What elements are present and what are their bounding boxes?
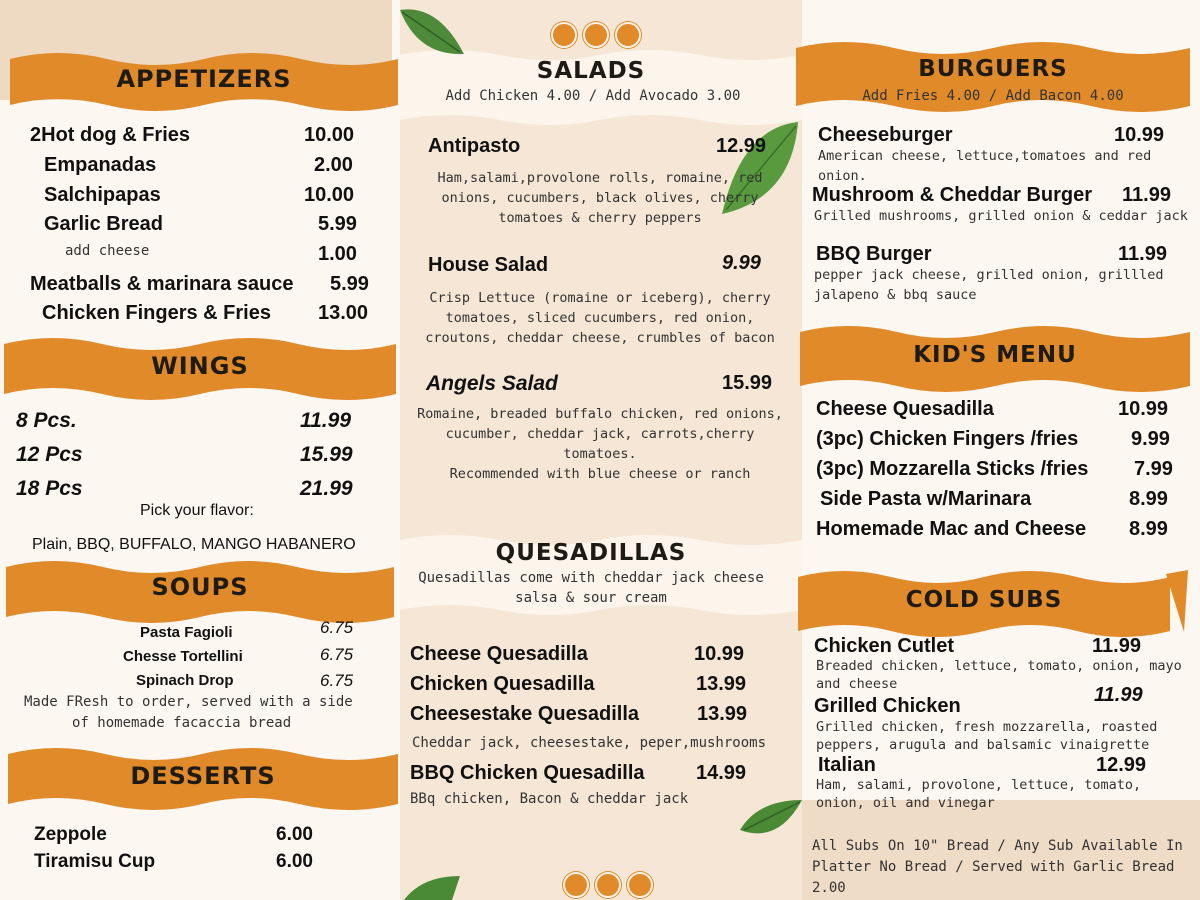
soup-price: 6.75: [320, 645, 354, 664]
kids-item-price: 10.99: [1118, 398, 1169, 420]
appetizer-name: Meatballs & marinara sauce: [30, 273, 294, 295]
wings-count: 8 Pcs.: [16, 409, 77, 432]
salad-name: Antipasto: [428, 135, 521, 157]
soup-price: 6.75: [320, 618, 354, 637]
quesadilla-name: Chicken Quesadilla: [410, 673, 595, 695]
quesadilla-price: 13.99: [697, 703, 748, 725]
flavor-label: Pick your flavor:: [140, 502, 254, 519]
wings-banner: [4, 330, 396, 400]
quesadillas-subtitle: salsa & sour cream: [515, 590, 667, 606]
soups-title: SOUPS: [151, 573, 249, 601]
salad-desc: Romaine, breaded buffalo chicken, red onions, cucumber, cheddar jack, carrots,cherry tomatoes. Recommended with blue cheese or ranch: [417, 406, 783, 482]
subs-footer-note: All Subs On 10" Bread / Any Sub Available In Platter No Bread / Served with Garlic Bread 2.00: [812, 838, 1183, 896]
appetizer-price: 5.99: [318, 213, 357, 235]
top-dots: [551, 22, 641, 48]
salads-subtitle: Add Chicken 4.00 / Add Avocado 3.00: [445, 88, 741, 104]
appetizer-price: 1.00: [318, 243, 357, 265]
burgers-title: BURGUERS: [918, 56, 1068, 82]
salad-name: House Salad: [428, 254, 549, 276]
soups-banner: [6, 555, 394, 625]
appetizer-name: Empanadas: [44, 154, 157, 176]
sub-name: Italian: [818, 754, 876, 776]
burger-price: 11.99: [1122, 184, 1171, 206]
salad-price: 9.99: [722, 252, 761, 274]
quesadilla-desc: BBq chicken, Bacon & cheddar jack: [410, 791, 689, 807]
quesadillas-subtitle: Quesadillas come with cheddar jack cheese: [418, 570, 764, 586]
quesadilla-name: Cheese Quesadilla: [410, 643, 588, 665]
wings-price: 15.99: [300, 443, 353, 466]
appetizer-addon: add cheese: [65, 243, 150, 259]
subs-title: COLD SUBS: [905, 587, 1063, 613]
burgers-subtitle: Add Fries 4.00 / Add Bacon 4.00: [862, 88, 1124, 104]
dessert-price: 6.00: [276, 851, 313, 872]
soup-price: 6.75: [320, 671, 354, 690]
wings-price: 11.99: [300, 409, 351, 432]
burger-name: Cheeseburger: [818, 124, 953, 146]
soup-note: Made FResh to order, served with a side: [24, 694, 353, 710]
burgers-banner: [796, 34, 1190, 104]
sub-desc: Breaded chicken, lettuce, tomato, onion, mayo and cheese: [816, 658, 1182, 692]
circle-icon: [551, 22, 577, 48]
sub-name: Chicken Cutlet: [814, 635, 955, 657]
appetizer-price: 5.99: [330, 273, 369, 295]
quesadillas-title: QUESADILLAS: [495, 540, 687, 566]
sub-desc: Ham, salami, provolone, lettuce, tomato, onion, oil and vinegar: [816, 777, 1142, 811]
desserts-banner: [8, 740, 398, 810]
soup-name: Spinach Drop: [136, 672, 234, 689]
circle-icon: [583, 22, 609, 48]
kids-item-price: 7.99: [1134, 458, 1173, 480]
appetizer-price: 2.00: [314, 154, 353, 176]
kids-item-name: Homemade Mac and Cheese: [816, 518, 1087, 540]
burger-name: Mushroom & Cheddar Burger: [812, 184, 1093, 206]
kids-item-price: 8.99: [1129, 488, 1168, 510]
sub-price: 12.99: [1096, 754, 1147, 776]
circle-icon: [627, 872, 653, 898]
appetizer-price: 10.00: [304, 184, 355, 206]
kids-item-name: Cheese Quesadilla: [816, 398, 994, 420]
dessert-name: Zeppole: [34, 824, 107, 845]
wings-count: 18 Pcs: [16, 477, 83, 500]
kids-item-name: Side Pasta w/Marinara: [820, 488, 1032, 510]
salad-desc: Ham,salami,provolone rolls, romaine, red onions, cucumbers, black olives, cherry tomatoes & cherry peppers: [437, 170, 763, 226]
burger-desc: Grilled mushrooms, grilled onion & ceddar jack: [814, 208, 1188, 224]
quesadilla-desc: Cheddar jack, cheesestake, peper,mushrooms: [412, 735, 767, 751]
burger-desc: American cheese, lettuce,tomatoes and red onion.: [818, 148, 1152, 184]
salad-name: Angels Salad: [426, 372, 558, 395]
appetizer-name: 2Hot dog & Fries: [30, 124, 191, 146]
kids-title: KID'S MENU: [913, 342, 1077, 368]
banner-tail: [1164, 570, 1190, 636]
circle-icon: [563, 872, 589, 898]
salads-title: SALADS: [536, 58, 646, 84]
dessert-price: 6.00: [276, 824, 313, 845]
kids-item-price: 8.99: [1129, 518, 1168, 540]
kids-banner: [800, 318, 1190, 388]
appetizer-name: Salchipapas: [44, 184, 161, 206]
wings-title: WINGS: [151, 352, 249, 380]
salad-desc: Crisp Lettuce (romaine or iceberg), cherry tomatoes, sliced cucumbers, red onion, croutons, cheddar cheese, crumbles of bacon: [425, 290, 775, 346]
burger-price: 11.99: [1118, 243, 1167, 265]
appetizer-name: Garlic Bread: [44, 213, 163, 235]
kids-item-name: (3pc) Mozzarella Sticks /fries: [816, 458, 1089, 480]
quesadilla-name: BBQ Chicken Quesadilla: [410, 762, 645, 784]
soup-name: Chesse Tortellini: [123, 648, 243, 665]
soup-note: of homemade facaccia bread: [72, 715, 292, 731]
burger-price: 10.99: [1114, 124, 1165, 146]
desserts-title: DESSERTS: [130, 762, 276, 790]
burger-name: BBQ Burger: [816, 243, 932, 265]
sub-name: Grilled Chicken: [814, 695, 961, 717]
appetizer-price: 10.00: [304, 124, 355, 146]
burger-desc: pepper jack cheese, grilled onion, grillled jalapeno & bbq sauce: [814, 267, 1164, 303]
kids-item-price: 9.99: [1131, 428, 1170, 450]
leaf-icon: [398, 4, 468, 59]
subs-banner: [798, 565, 1170, 635]
appetizer-name: Chicken Fingers & Fries: [42, 302, 271, 324]
dessert-name: Tiramisu Cup: [34, 851, 156, 872]
quesadilla-price: 10.99: [694, 643, 745, 665]
appetizers-banner: [10, 45, 398, 115]
wings-count: 12 Pcs: [16, 443, 83, 466]
salad-price: 15.99: [722, 372, 773, 394]
leaf-icon: [402, 874, 462, 900]
leaf-icon: [738, 796, 804, 844]
bottom-dots: [563, 872, 653, 898]
soup-name: Pasta Fagioli: [140, 624, 233, 641]
quesadilla-price: 13.99: [696, 673, 747, 695]
wings-price: 21.99: [300, 477, 353, 500]
appetizers-title: APPETIZERS: [116, 65, 292, 93]
circle-icon: [595, 872, 621, 898]
sub-desc: Grilled chicken, fresh mozzarella, roasted peppers, arugula and balsamic vinaigrette: [816, 719, 1158, 753]
quesadilla-name: Cheesestake Quesadilla: [410, 703, 640, 725]
sub-price: 11.99: [1092, 635, 1141, 657]
circle-icon: [615, 22, 641, 48]
appetizer-price: 13.00: [318, 302, 369, 324]
sub-price: 11.99: [1094, 684, 1143, 706]
quesadilla-price: 14.99: [696, 762, 747, 784]
salad-price: 12.99: [716, 135, 767, 157]
kids-item-name: (3pc) Chicken Fingers /fries: [816, 428, 1079, 450]
flavor-list: Plain, BBQ, BUFFALO, MANGO HABANERO: [32, 536, 356, 553]
